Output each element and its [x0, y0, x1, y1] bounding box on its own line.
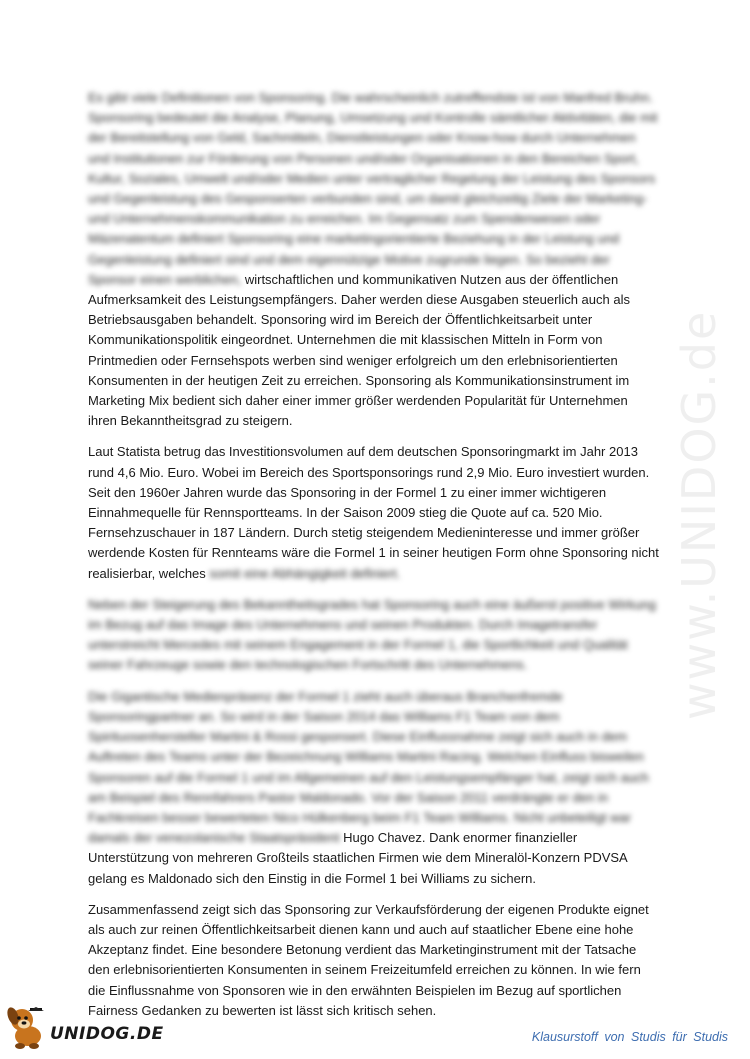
visible-text: Zusammenfassend zeigt sich das Sponsoring zur Verkaufsförderung der eigenen Produkte eignet als auch zur reinen Öffentlichkeitsarbeit dienen kann und auch auf staatlicher Ebene eine hohe Akzeptanz findet. Eine besondere Betonung verdient das Marketinginstrument mit der Tatsache den erlebnisorientierten Konsumenten in seinem Freizeitumfeld erreichen zu können. In wie fern die Einflussnahme von Sponsoren wie in den erwähnten Beispielen im Bezug auf sportlichen Fairness Gedanken zu bewerten ist lässt sich kritisch sehen.: [88, 901, 649, 1018]
visible-text: Hugo Chavez. Dank enormer finanzieller Unterstützung von mehreren Großteils staatlichen Firmen wie dem Mineralöl-Konzern PDVSA gelang es Maldonado sich den Einstig in die Formel 1 bei Williams zu sichern.: [88, 830, 628, 886]
blurred-text: somit eine Abhängigkeit definiert.: [209, 565, 401, 581]
paragraph-5: [88, 900, 660, 1021]
logo-text: UNIDOG.DE: [50, 1024, 164, 1044]
blurred-text: Neben der Steigerung des Bekanntheitsgrades hat Sponsoring auch eine äußerst positive Wirkung im Bezug auf das Image des Unternehmens und seinen Produkten. Durch Imagetransfer unterstreicht Mercedes mit seinem Engagement in der Formel 1, die Sportlichkeit und Qualität seiner Fahrzeuge sowie den technologischen Fortschritt des Unternehmens.: [88, 596, 657, 673]
blurred-text: Die Gigantische Medienpräsenz der Formel 1 zieht auch überaus Branchenfremde Sponsoringpartner an. So wird in der Saison 2014 das Williams F1 Team von dem Spirituosenhersteller Martini & Rossi gesponsert. Diese Einflussnahme zeigt sich auch in dem Auftreten des Teams unter der Bezeichnung Williams Martini Racing. Welchen Einfluss bisweilen Sponsoren auf die Formel 1 und im Allgemeinen auf den Leistungsempfänger hat, zeigt sich auch am Beispiel des Rennfahrers Pastor Maldonado. Vor der Saison 2011 verdrängte er den in Fachkreisen besser bewerteten Nico Hülkenberg beim F1 Team Williams. Nicht unbeteiligt war damals der venezolanische Staatspräsident: [88, 688, 649, 846]
footer-tagline: Klausurstoff von Studis für Studis: [531, 1030, 728, 1044]
paragraph-1: [88, 88, 660, 431]
visible-text: wirtschaftlichen und kommunikativen Nutzen aus der öffentlichen Aufmerksamkeit des Leistungsempfängers. Daher werden diese Ausgaben steuerlich auch als Betriebsausgaben behandelt. Sponsoring wird im Bereich der Öffentlichkeitsarbeit unter Kommunikationspolitik eingeordnet. Unternehmen die mit klassischen Mitteln in Form von Printmedien oder Fernsehspots werben sind weniger erfolgreich um den erlebnisorientierten Konsumenten in der heutigen Zeit zu erreichen. Sponsoring als Kommunikationsinstrument im Marketing Mix bedient sich daher einer immer größer werdenden Popularität für Unternehmen ihren Bekanntheitsgrad zu steigern.: [88, 271, 630, 429]
watermark: www.UNIDOG.de: [672, 309, 726, 720]
visible-text: Laut Statista betrug das Investitionsvolumen auf dem deutschen Sponsoringmarkt im Jahr 2013 rund 4,6 Mio. Euro. Wobei im Bereich des Sportsponsorings rund 2,9 Mio. Euro investiert wurden. Seit den 1960er Jahren wurde das Sponsoring in der Formel 1 zu einer immer wichtigeren Einnahmequelle für Rennsportteams. In der Saison 2009 stieg die Quote auf ca. 520 Mio. Fernsehzuschauer in 187 Ländern. Durch stetig steigendem Medieninteresse und immer größer werdende Kosten für Rennteams wäre die Formel 1 in seiner heutigen Form ohne Sponsoring nicht realisierbar, welches: [88, 444, 659, 581]
paragraph-2: [88, 442, 660, 583]
unidog-logo[interactable]: [4, 1000, 164, 1050]
paragraph-4: [88, 687, 660, 889]
paragraph-3: [88, 595, 660, 676]
dog-mascot-icon: [4, 1002, 48, 1050]
document-body: [88, 88, 660, 1032]
blurred-text: Es gibt viele Definitionen von Sponsoring. Die wahrscheinlich zutreffendste ist von Manfred Bruhn. Sponsoring bedeutet die Analyse, Planung, Umsetzung und Kontrolle sämtlicher Aktivitäten, die mit der Bereitstellung von Geld, Sachmitteln, Dienstleistungen oder Know-how durch Unternehmen und Institutionen zur Förderung von Personen und/oder Organisationen in den Bereichen Sport, Kultur, Soziales, Umwelt und/oder Medien unter vertraglicher Regelung der Leistung des Sponsors und Gegenleistung des Gesponserten verbunden sind, um damit gleichzeitig Ziele der Marketing- und Unternehmenskommunikation zu erreichen. Im Gegensatz zum Spendenwesen oder Mäzenatentum definiert Sponsoring eine marketingorientierte Beziehung in der Leistung und Gegenleistung definiert sind und dem eigennützige Motive zugrunde liegen. So bezieht der Sponsor einen werblichen,: [88, 90, 658, 287]
